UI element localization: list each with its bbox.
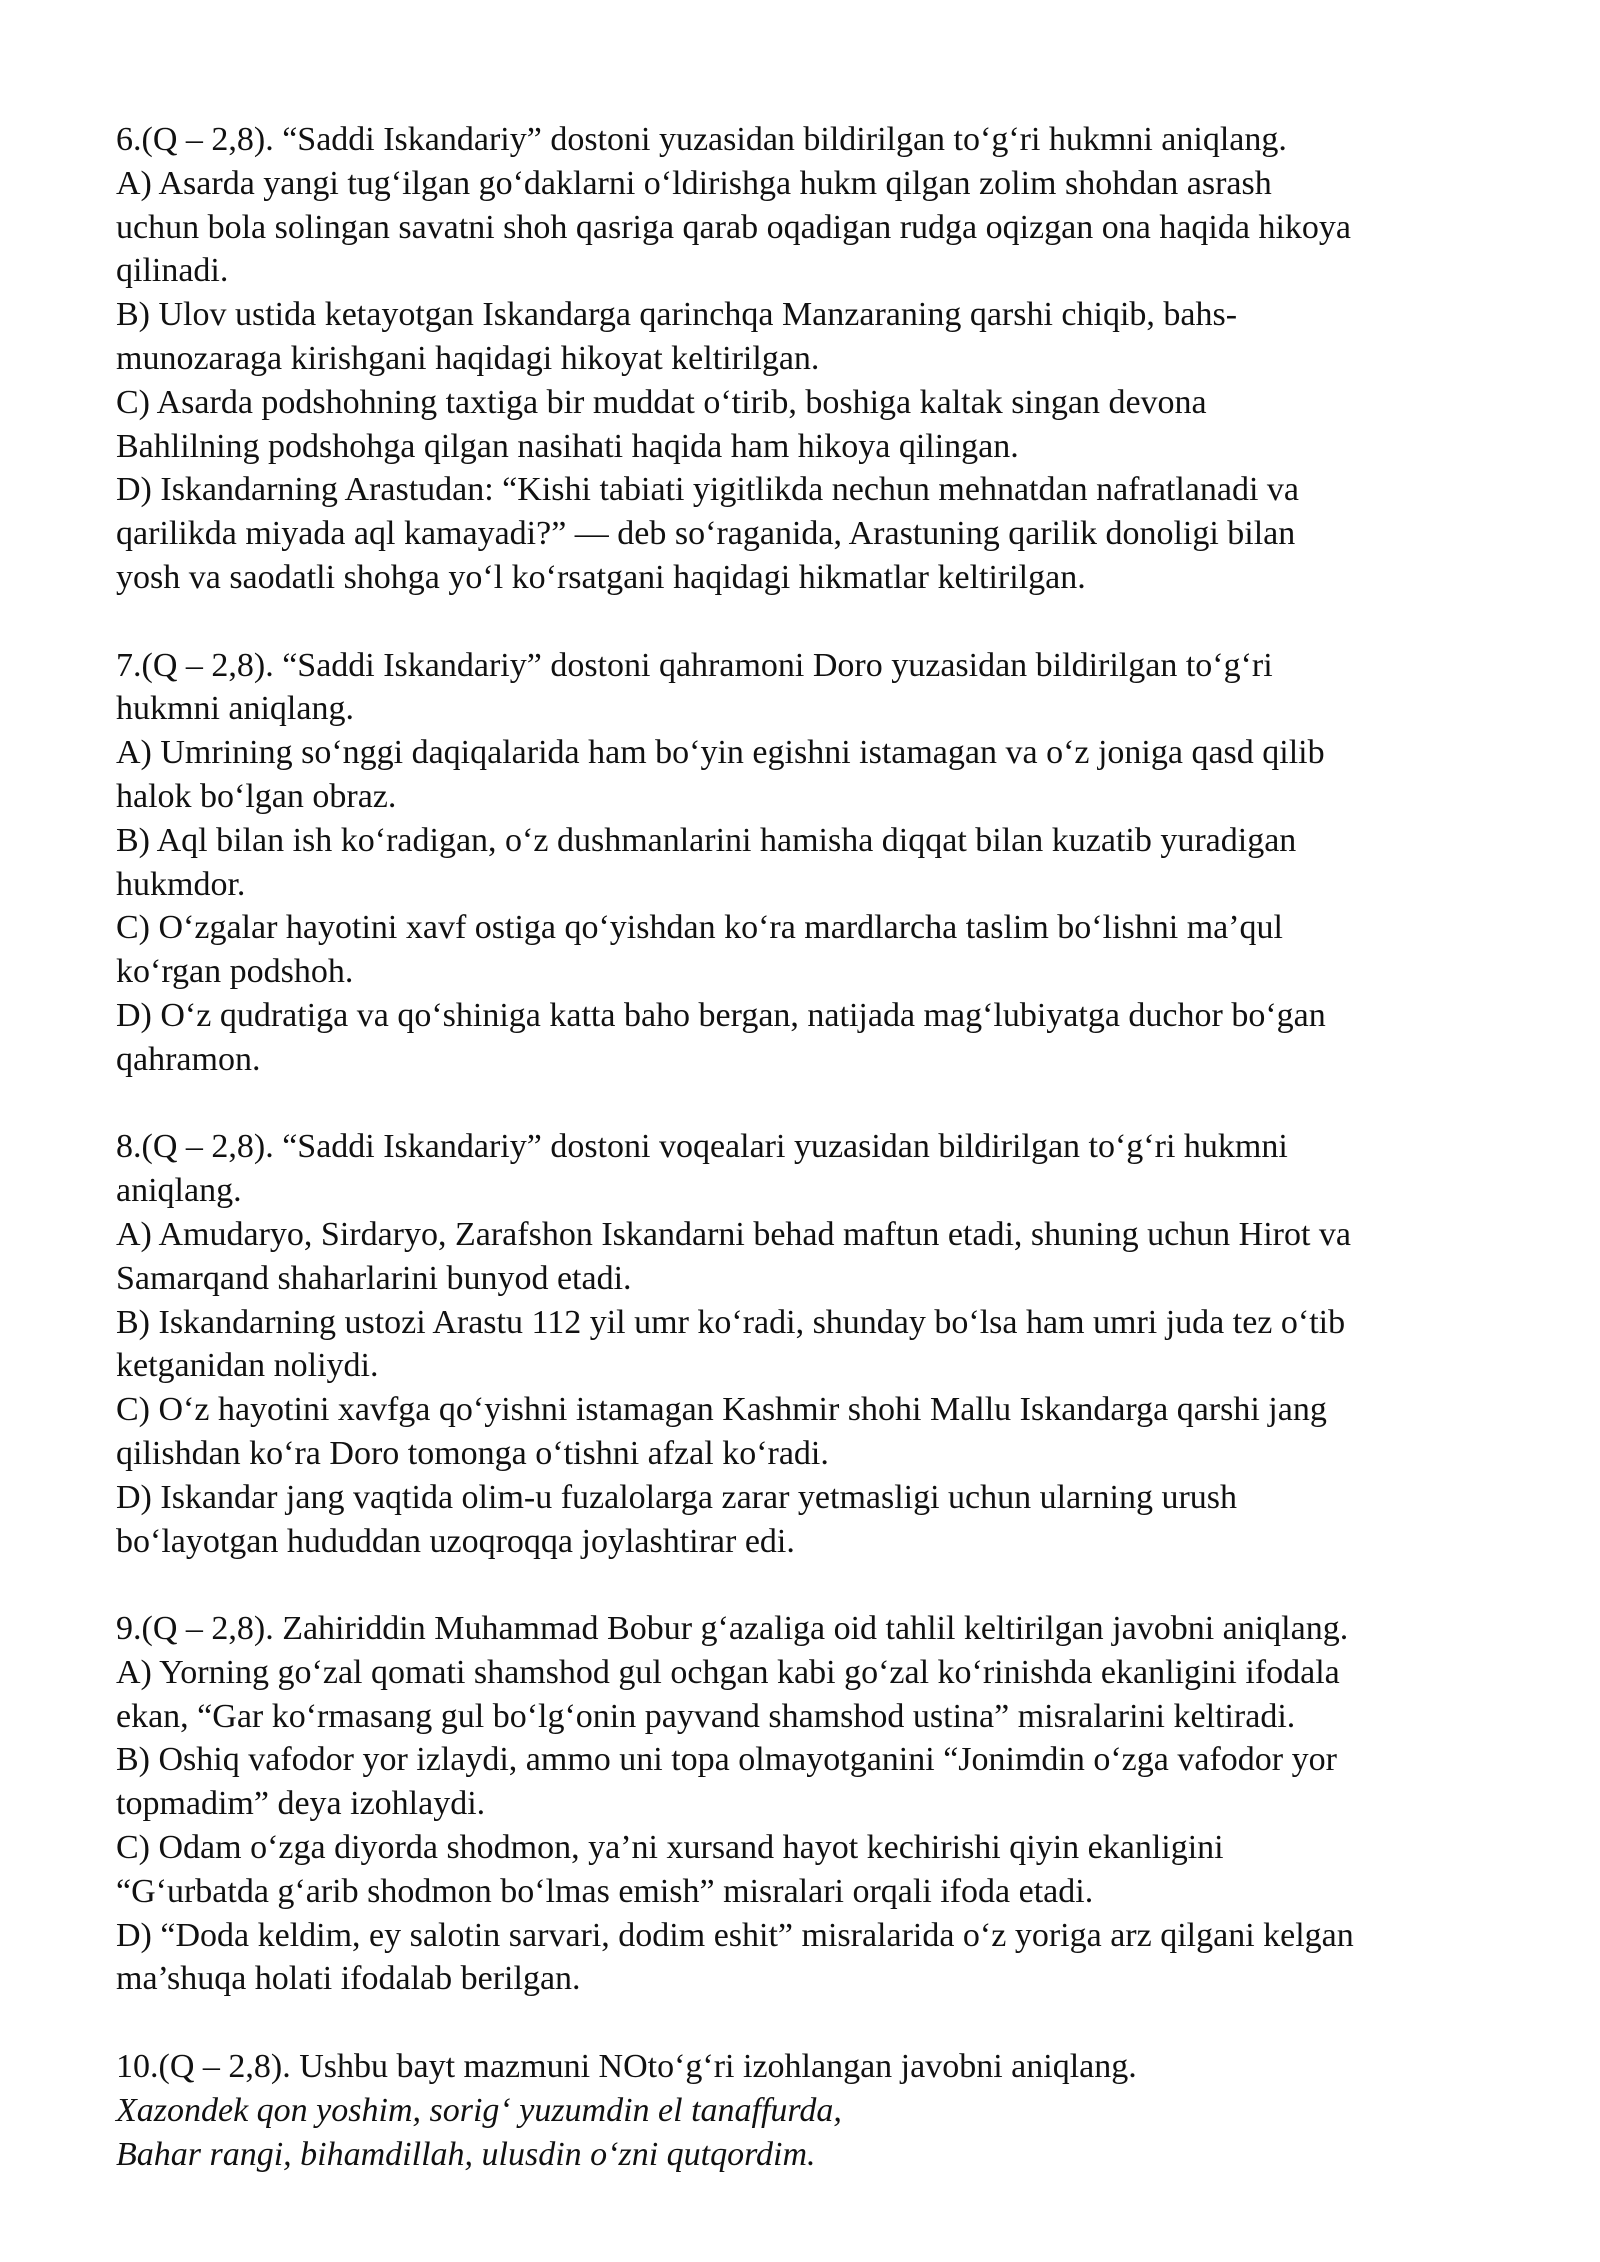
question-8-option-a: A) Amudaryo, Sirdaryo, Zarafshon Iskandarni behad maftun etadi, shuning uchun Hirot va <box>116 1215 1352 1253</box>
question-9 <box>116 1607 1516 2001</box>
question-9-option-d: ma’shuqa holati ifodalab berilgan. <box>116 1960 581 1998</box>
paragraph-gap <box>116 1082 1516 1126</box>
question-6-stem: 6.(Q – 2,8). “Saddi Iskandariy” dostoni yuzasidan bildirilgan to‘g‘ri hukmni aniqlang. <box>116 121 1287 158</box>
question-7-stem: hukmni aniqlang. <box>116 690 354 728</box>
question-9-option-b: topmadim” deya izohlaydi. <box>116 1785 486 1823</box>
question-6-option-d: D) Iskandarning Arastudan: “Kishi tabiati yigitlikda nechun mehnatdan nafratlanadi va <box>116 471 1300 509</box>
question-8-option-c: C) O‘z hayotini xavfga qo‘yishni istamagan Kashmir shohi Mallu Iskandarga qarshi jang <box>116 1391 1327 1429</box>
paragraph-gap <box>116 1563 1516 1607</box>
question-7 <box>116 644 1516 1082</box>
question-7-option-d: qahramon. <box>116 1040 261 1078</box>
question-9-option-c: “G‘urbatda g‘arib shodmon bo‘lmas emish” misralari orqali ifoda etadi. <box>116 1872 1094 1910</box>
question-10 <box>116 2045 1516 2176</box>
question-7-option-d: D) O‘z qudratiga va qo‘shiniga katta baho bergan, natijada mag‘lubiyatga duchor bo‘gan <box>116 996 1326 1034</box>
question-9-option-a: A) Yorning go‘zal qomati shamshod gul ochgan kabi go‘zal ko‘rinishda ekanligini ifodala <box>116 1653 1340 1691</box>
question-8 <box>116 1125 1516 1563</box>
question-7-option-b: hukmdor. <box>116 865 246 903</box>
document-page <box>116 118 1516 2176</box>
question-8-stem: 8.(Q – 2,8). “Saddi Iskandariy” dostoni voqealari yuzasidan bildirilgan to‘g‘ri hukmni <box>116 1128 1288 1166</box>
question-7-option-c: ko‘rgan podshoh. <box>116 953 354 991</box>
question-6-option-a: uchun bola solingan savatni shoh qasriga qarab oqadigan rudga oqizgan ona haqida hikoya <box>116 208 1351 246</box>
question-9-stem: 9.(Q – 2,8). Zahiriddin Muhammad Bobur g‘azaliga oid tahlil keltirilgan javobni aniqlang. <box>116 1610 1349 1648</box>
question-10-stem: 10.(Q – 2,8). Ushbu bayt mazmuni NOto‘g‘ri izohlangan javobni aniqlang. <box>116 2048 1137 2086</box>
question-7-option-a: A) Umrining so‘nggi daqiqalarida ham bo‘yin egishni istamagan va o‘z joniga qasd qilib <box>116 734 1325 772</box>
question-7-option-b: B) Aql bilan ish ko‘radigan, o‘z dushmanlarini hamisha diqqat bilan kuzatib yuradigan <box>116 821 1297 859</box>
verse-line: Xazondek qon yoshim, sorig‘ yuzumdin el tanaffurda, <box>116 2091 842 2129</box>
question-9-option-d: D) “Doda keldim, ey salotin sarvari, dodim eshit” misralarida o‘z yoriga arz qilgani kelgan <box>116 1916 1354 1954</box>
question-7-option-c: C) O‘zgalar hayotini xavf ostiga qo‘yishdan ko‘ra mardlarcha taslim bo‘lishni ma’qul <box>116 909 1284 947</box>
question-8-option-a: Samarqand shaharlarini bunyod etadi. <box>116 1259 632 1297</box>
question-6 <box>116 118 1516 600</box>
question-6-option-c: C) Asarda podshohning taxtiga bir muddat o‘tirib, boshiga kaltak singan devona <box>116 383 1207 421</box>
paragraph-gap <box>116 600 1516 644</box>
question-9-option-b: B) Oshiq vafodor yor izlaydi, ammo uni topa olmayotganini “Jonimdin o‘zga vafodor yor <box>116 1741 1337 1779</box>
question-6-option-b: munozaraga kirishgani haqidagi hikoyat keltirilgan. <box>116 339 820 377</box>
question-8-option-b: B) Iskandarning ustozi Arastu 112 yil umr ko‘radi, shunday bo‘lsa ham umri juda tez o‘tib <box>116 1303 1346 1341</box>
question-6-option-d: qarilikda miyada aql kamayadi?” — deb so‘raganida, Arastuning qarilik donoligi bilan <box>116 515 1296 553</box>
question-8-option-d: D) Iskandar jang vaqtida olim-u fuzalolarga zarar yetmasligi uchun ularning urush <box>116 1478 1238 1516</box>
question-6-option-d: yosh va saodatli shohga yo‘l ko‘rsatgani haqidagi hikmatlar keltirilgan. <box>116 558 1086 596</box>
question-8-stem: aniqlang. <box>116 1172 242 1210</box>
question-6-option-b: B) Ulov ustida ketayotgan Iskandarga qarinchqa Manzaraning qarshi chiqib, bahs- <box>116 296 1238 334</box>
question-9-option-c: C) Odam o‘zga diyorda shodmon, ya’ni xursand hayot kechirishi qiyin ekanligini <box>116 1829 1224 1867</box>
verse-line: Bahar rangi, bihamdillah, ulusdin o‘zni qutqordim. <box>116 2135 816 2173</box>
question-6-option-a: qilinadi. <box>116 252 229 290</box>
paragraph-gap <box>116 2001 1516 2045</box>
question-6-option-a: A) Asarda yangi tug‘ilgan go‘daklarni o‘ldirishga hukm qilgan zolim shohdan asrash <box>116 164 1272 202</box>
question-7-option-a: halok bo‘lgan obraz. <box>116 777 397 815</box>
question-9-option-a: ekan, “Gar ko‘rmasang gul bo‘lg‘onin payvand shamshod ustina” misralarini keltiradi. <box>116 1697 1296 1735</box>
question-8-option-d: bo‘layotgan hududdan uzoqroqqa joylashtirar edi. <box>116 1522 795 1560</box>
question-8-option-b: ketganidan noliydi. <box>116 1347 379 1385</box>
question-7-stem: 7.(Q – 2,8). “Saddi Iskandariy” dostoni qahramoni Doro yuzasidan bildirilgan to‘g‘ri <box>116 646 1273 684</box>
question-6-option-c: Bahlilning podshohga qilgan nasihati haqida ham hikoya qilingan. <box>116 427 1019 465</box>
question-8-option-c: qilishdan ko‘ra Doro tomonga o‘tishni afzal ko‘radi. <box>116 1434 829 1472</box>
